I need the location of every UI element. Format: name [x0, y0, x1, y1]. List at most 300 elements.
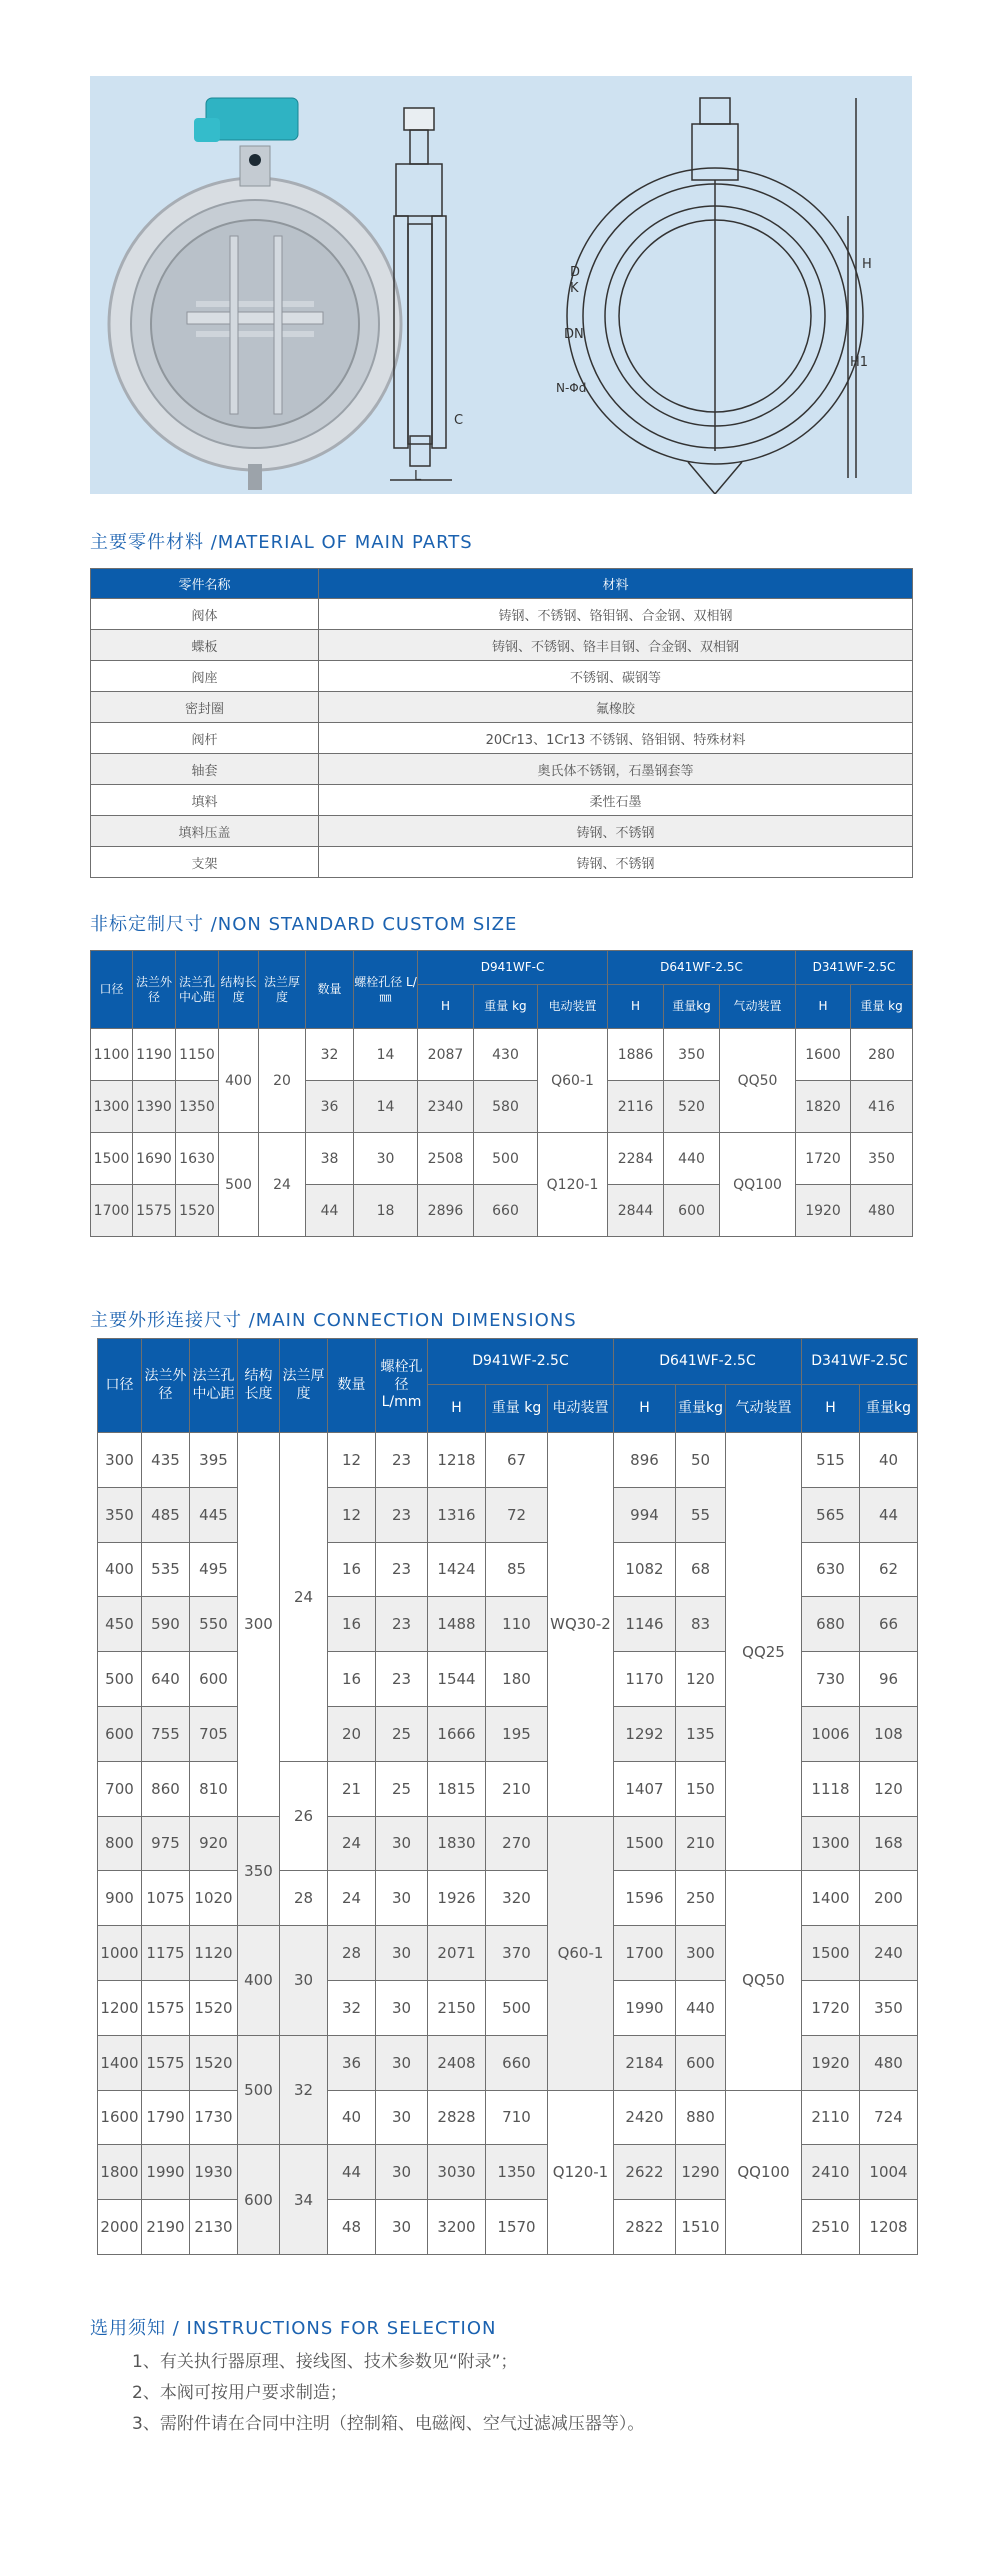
- cell: 2116: [608, 1081, 664, 1133]
- part-name: 阀杆: [91, 723, 319, 754]
- cell: 640: [142, 1652, 190, 1707]
- cell: 1150: [176, 1029, 219, 1081]
- cell: 36: [306, 1081, 354, 1133]
- cell: 880: [676, 2090, 726, 2145]
- cell: QQ25: [726, 1433, 802, 1871]
- cell: 30: [376, 1926, 428, 1981]
- cell: 14: [354, 1029, 418, 1081]
- cell: QQ50: [720, 1029, 796, 1133]
- table-row: [98, 2090, 918, 2145]
- cell: 600: [98, 1706, 142, 1761]
- cell: 83: [676, 1597, 726, 1652]
- part-name: 支架: [91, 847, 319, 878]
- cell: 1208: [860, 2200, 918, 2255]
- dim-label-h: H: [862, 257, 872, 272]
- cell: 14: [354, 1081, 418, 1133]
- col-weight: 重量 kg: [851, 985, 913, 1029]
- cell: 120: [676, 1652, 726, 1707]
- cell: 975: [142, 1816, 190, 1871]
- col-flange-thickness: 法兰厚度: [280, 1339, 328, 1433]
- cell: 300: [238, 1433, 280, 1817]
- cell: 1004: [860, 2145, 918, 2200]
- cell: 1000: [98, 1926, 142, 1981]
- cell: 1006: [802, 1706, 860, 1761]
- cell: 2130: [190, 2200, 238, 2255]
- cell: 96: [860, 1652, 918, 1707]
- cell: 2190: [142, 2200, 190, 2255]
- cell: 23: [376, 1433, 428, 1488]
- col-bolt-circle: 法兰孔中心距: [176, 951, 219, 1029]
- col-pneumatic: 气动装置: [720, 985, 796, 1029]
- cell: 660: [486, 2035, 548, 2090]
- part-name: 填料压盖: [91, 816, 319, 847]
- cell: 250: [676, 1871, 726, 1926]
- cell: 32: [280, 2035, 328, 2145]
- cell: 2150: [428, 1980, 486, 2035]
- dim-label-c: C: [454, 413, 464, 428]
- cell: 1300: [91, 1081, 133, 1133]
- cell: 1292: [614, 1706, 676, 1761]
- cell: 1190: [133, 1029, 176, 1081]
- cell: 2508: [418, 1133, 474, 1185]
- cell: 1075: [142, 1871, 190, 1926]
- cell: 1400: [802, 1871, 860, 1926]
- cell: 1316: [428, 1487, 486, 1542]
- cell: 1830: [428, 1816, 486, 1871]
- cell: 68: [676, 1542, 726, 1597]
- cell: 180: [486, 1652, 548, 1707]
- part-name: 阀座: [91, 661, 319, 692]
- cell: 21: [328, 1761, 376, 1816]
- valve-photo: [109, 98, 401, 490]
- cell: 435: [142, 1433, 190, 1488]
- dim-label-h1: H1: [850, 355, 869, 370]
- cell: 135: [676, 1706, 726, 1761]
- col-pneumatic: 气动装置: [726, 1385, 802, 1433]
- cell: 2184: [614, 2035, 676, 2090]
- cell: 450: [98, 1597, 142, 1652]
- part-material: 铸钢、不锈钢: [319, 847, 913, 878]
- cell: 2087: [418, 1029, 474, 1081]
- cell: 32: [306, 1029, 354, 1081]
- cell: 16: [328, 1597, 376, 1652]
- cell: 28: [280, 1871, 328, 1926]
- cell: 2822: [614, 2200, 676, 2255]
- col-h: H: [614, 1385, 676, 1433]
- part-material: 柔性石墨: [319, 785, 913, 816]
- table-row: [91, 692, 913, 723]
- cell: 1570: [486, 2200, 548, 2255]
- cell: 30: [376, 1871, 428, 1926]
- part-material: 氟橡胶: [319, 692, 913, 723]
- cell: 500: [238, 2035, 280, 2145]
- cell: 1520: [190, 2035, 238, 2090]
- cell: 1350: [176, 1081, 219, 1133]
- dim-label-l: L: [414, 469, 422, 484]
- cell: 3030: [428, 2145, 486, 2200]
- cell: 20: [328, 1706, 376, 1761]
- cell: 730: [802, 1652, 860, 1707]
- col-flange-thickness: 法兰厚度: [259, 951, 306, 1029]
- cell: 1666: [428, 1706, 486, 1761]
- table-row: [91, 847, 913, 878]
- group-d341: D341WF-2.5C: [802, 1339, 918, 1385]
- cell: 30: [376, 2090, 428, 2145]
- cell: 34: [280, 2145, 328, 2255]
- cell: 710: [486, 2090, 548, 2145]
- cell: 67: [486, 1433, 548, 1488]
- cell: 108: [860, 1706, 918, 1761]
- cell: 55: [676, 1487, 726, 1542]
- cell: 26: [280, 1761, 328, 1871]
- cell: 1600: [98, 2090, 142, 2145]
- cell: 810: [190, 1761, 238, 1816]
- cell: 800: [98, 1816, 142, 1871]
- cell: 2622: [614, 2145, 676, 2200]
- cell: 270: [486, 1816, 548, 1871]
- cell: 1520: [176, 1185, 219, 1237]
- cell: 600: [238, 2145, 280, 2255]
- cell: 16: [328, 1652, 376, 1707]
- cell: 1575: [133, 1185, 176, 1237]
- group-d941: D941WF-C: [418, 951, 608, 985]
- part-name: 填料: [91, 785, 319, 816]
- col-dn: 口径: [91, 951, 133, 1029]
- cell: 495: [190, 1542, 238, 1597]
- part-name: 密封圈: [91, 692, 319, 723]
- cell: 1146: [614, 1597, 676, 1652]
- cell: 24: [328, 1816, 376, 1871]
- cell: 2410: [802, 2145, 860, 2200]
- cell: 1488: [428, 1597, 486, 1652]
- cell: 1820: [796, 1081, 851, 1133]
- cell: 30: [376, 1980, 428, 2035]
- cell: 62: [860, 1542, 918, 1597]
- part-material: 奥氏体不锈钢，石墨钢套等: [319, 754, 913, 785]
- cell: 2110: [802, 2090, 860, 2145]
- cell: 994: [614, 1487, 676, 1542]
- cell: 30: [376, 1816, 428, 1871]
- cell: 1500: [614, 1816, 676, 1871]
- col-bolt-hole: 螺栓孔径 L/mm: [376, 1339, 428, 1433]
- instructions-list: [132, 2347, 644, 2440]
- cell: 590: [142, 1597, 190, 1652]
- cell: 1290: [676, 2145, 726, 2200]
- col-flange-od: 法兰外径: [142, 1339, 190, 1433]
- instructions-title: 选用须知 / INSTRUCTIONS FOR SELECTION: [90, 2318, 497, 2339]
- cell: 2408: [428, 2035, 486, 2090]
- part-name: 蝶板: [91, 630, 319, 661]
- group-d941: D941WF-2.5C: [428, 1339, 614, 1385]
- cell: 195: [486, 1706, 548, 1761]
- materials-table: [90, 568, 913, 878]
- materials-header-material: 材料: [319, 569, 913, 599]
- instruction-item: 3、需附件请在合同中注明（控制箱、电磁阀、空气过滤减压器等）。: [132, 2414, 645, 2434]
- part-name: 轴套: [91, 754, 319, 785]
- cell: 23: [376, 1652, 428, 1707]
- cell: 1930: [190, 2145, 238, 2200]
- cell: 200: [860, 1871, 918, 1926]
- cell: Q120-1: [548, 2090, 614, 2254]
- cell: 85: [486, 1542, 548, 1597]
- cell: 500: [219, 1133, 259, 1237]
- cell: 1500: [91, 1133, 133, 1185]
- cell: Q60-1: [538, 1029, 608, 1133]
- valve-front-view: [567, 98, 863, 494]
- cell: 48: [328, 2200, 376, 2255]
- cell: 485: [142, 1487, 190, 1542]
- cell: 1720: [796, 1133, 851, 1185]
- cell: 515: [802, 1433, 860, 1488]
- cell: 30: [376, 2035, 428, 2090]
- cell: 1700: [614, 1926, 676, 1981]
- cell: 2071: [428, 1926, 486, 1981]
- cell: 1630: [176, 1133, 219, 1185]
- cell: 24: [280, 1433, 328, 1762]
- cell: 1300: [802, 1816, 860, 1871]
- cell: 2844: [608, 1185, 664, 1237]
- cell: WQ30-2: [548, 1433, 614, 1817]
- cell: 1407: [614, 1761, 676, 1816]
- cell: 1500: [802, 1926, 860, 1981]
- cell: 18: [354, 1185, 418, 1237]
- cell: 210: [676, 1816, 726, 1871]
- cell: 1218: [428, 1433, 486, 1488]
- cell: 1082: [614, 1542, 676, 1597]
- col-electric: 电动装置: [548, 1385, 614, 1433]
- cell: 1020: [190, 1871, 238, 1926]
- cell: 40: [328, 2090, 376, 2145]
- table-row: [91, 754, 913, 785]
- cell: 1690: [133, 1133, 176, 1185]
- cell: 1118: [802, 1761, 860, 1816]
- col-bolt-hole: 螺栓孔径 L/㎜: [354, 951, 418, 1029]
- cell: 480: [851, 1185, 913, 1237]
- cell: 480: [860, 2035, 918, 2090]
- col-length: 结构长度: [219, 951, 259, 1029]
- instruction-item: 2、本阀可按用户要求制造；: [132, 2383, 347, 2403]
- cell: 120: [860, 1761, 918, 1816]
- cell: 28: [328, 1926, 376, 1981]
- valve-drawing: [90, 76, 912, 494]
- cell: 1920: [796, 1185, 851, 1237]
- col-count: 数量: [306, 951, 354, 1029]
- cell: 1926: [428, 1871, 486, 1926]
- custom-size-table: [90, 950, 913, 1237]
- main-dims-table: [97, 1338, 918, 2255]
- cell: 1596: [614, 1871, 676, 1926]
- cell: 680: [802, 1597, 860, 1652]
- cell: 1100: [91, 1029, 133, 1081]
- cell: 600: [664, 1185, 720, 1237]
- cell: 44: [306, 1185, 354, 1237]
- main-dims-title: 主要外形连接尺寸 /MAIN CONNECTION DIMENSIONS: [90, 1310, 577, 1331]
- cell: 416: [851, 1081, 913, 1133]
- cell: 350: [98, 1487, 142, 1542]
- table-row: [91, 785, 913, 816]
- cell: 700: [98, 1761, 142, 1816]
- cell: 1700: [91, 1185, 133, 1237]
- part-material: 不锈钢、碳钢等: [319, 661, 913, 692]
- cell: 600: [190, 1652, 238, 1707]
- cell: 500: [474, 1133, 538, 1185]
- cell: 440: [664, 1133, 720, 1185]
- col-weight: 重量 kg: [474, 985, 538, 1029]
- dim-label-dn: DN: [564, 327, 584, 342]
- cell: 110: [486, 1597, 548, 1652]
- cell: 565: [802, 1487, 860, 1542]
- cell: 395: [190, 1433, 238, 1488]
- cell: 30: [376, 2200, 428, 2255]
- cell: 1424: [428, 1542, 486, 1597]
- materials-title: 主要零件材料 /MATERIAL OF MAIN PARTS: [90, 532, 473, 553]
- col-dn: 口径: [98, 1339, 142, 1433]
- cell: 1920: [802, 2035, 860, 2090]
- cell: 36: [328, 2035, 376, 2090]
- cell: 350: [238, 1816, 280, 1926]
- cell: 3200: [428, 2200, 486, 2255]
- cell: 600: [676, 2035, 726, 2090]
- cell: 1175: [142, 1926, 190, 1981]
- cell: 705: [190, 1706, 238, 1761]
- col-h: H: [802, 1385, 860, 1433]
- cell: 300: [676, 1926, 726, 1981]
- cell: 1575: [142, 1980, 190, 2035]
- cell: Q60-1: [548, 1816, 614, 2090]
- cell: 1990: [142, 2145, 190, 2200]
- cell: 1520: [190, 1980, 238, 2035]
- cell: 1390: [133, 1081, 176, 1133]
- cell: 300: [98, 1433, 142, 1488]
- cell: 400: [238, 1926, 280, 2036]
- col-weight: 重量 kg: [486, 1385, 548, 1433]
- cell: 30: [354, 1133, 418, 1185]
- cell: 2510: [802, 2200, 860, 2255]
- cell: 350: [860, 1980, 918, 2035]
- cell: 2284: [608, 1133, 664, 1185]
- cell: QQ100: [726, 2090, 802, 2254]
- cell: 30: [376, 2145, 428, 2200]
- cell: 500: [98, 1652, 142, 1707]
- cell: 1544: [428, 1652, 486, 1707]
- cell: 210: [486, 1761, 548, 1816]
- cell: 630: [802, 1542, 860, 1597]
- col-h: H: [608, 985, 664, 1029]
- cell: 896: [614, 1433, 676, 1488]
- cell: 280: [851, 1029, 913, 1081]
- cell: QQ50: [726, 1871, 802, 2090]
- cell: 16: [328, 1542, 376, 1597]
- materials-header-part: 零件名称: [91, 569, 319, 599]
- cell: 66: [860, 1597, 918, 1652]
- cell: 1575: [142, 2035, 190, 2090]
- table-row: [98, 1433, 918, 1488]
- cell: 24: [328, 1871, 376, 1926]
- part-material: 铸钢、不锈钢、铬丰目钢、合金钢、双相钢: [319, 630, 913, 661]
- cell: 550: [190, 1597, 238, 1652]
- cell: 1800: [98, 2145, 142, 2200]
- cell: 1350: [486, 2145, 548, 2200]
- cell: 2828: [428, 2090, 486, 2145]
- cell: 1120: [190, 1926, 238, 1981]
- col-h: H: [418, 985, 474, 1029]
- custom-size-title: 非标定制尺寸 /NON STANDARD CUSTOM SIZE: [90, 914, 518, 935]
- cell: 430: [474, 1029, 538, 1081]
- cell: 660: [474, 1185, 538, 1237]
- table-row: [91, 599, 913, 630]
- table-row: [98, 1871, 918, 1926]
- cell: 400: [98, 1542, 142, 1597]
- col-flange-od: 法兰外径: [133, 951, 176, 1029]
- cell: 168: [860, 1816, 918, 1871]
- cell: 2000: [98, 2200, 142, 2255]
- cell: 500: [486, 1980, 548, 2035]
- cell: 1720: [802, 1980, 860, 2035]
- cell: 900: [98, 1871, 142, 1926]
- col-weight: 重量kg: [860, 1385, 918, 1433]
- cell: 44: [328, 2145, 376, 2200]
- cell: 12: [328, 1433, 376, 1488]
- col-electric: 电动装置: [538, 985, 608, 1029]
- instruction-item: 1、有关执行器原理、接线图、技术参数见“附录”；: [132, 2352, 518, 2372]
- col-weight: 重量kg: [664, 985, 720, 1029]
- table-row: [91, 723, 913, 754]
- dim-label-n-phi: N-Φd: [556, 381, 587, 395]
- cell: 580: [474, 1081, 538, 1133]
- cell: 1400: [98, 2035, 142, 2090]
- col-bolt-circle: 法兰孔中心距: [190, 1339, 238, 1433]
- cell: 440: [676, 1980, 726, 2035]
- cell: 1815: [428, 1761, 486, 1816]
- col-count: 数量: [328, 1339, 376, 1433]
- col-weight: 重量kg: [676, 1385, 726, 1433]
- dim-label-d: D: [570, 265, 581, 280]
- cell: 32: [328, 1980, 376, 2035]
- dim-label-k: K: [570, 281, 579, 296]
- cell: 320: [486, 1871, 548, 1926]
- cell: 72: [486, 1487, 548, 1542]
- cell: 23: [376, 1487, 428, 1542]
- product-figure: [90, 76, 912, 494]
- table-row: [91, 816, 913, 847]
- cell: 724: [860, 2090, 918, 2145]
- cell: 535: [142, 1542, 190, 1597]
- cell: 24: [259, 1133, 306, 1237]
- table-row: [91, 630, 913, 661]
- col-h: H: [428, 1385, 486, 1433]
- cell: Q120-1: [538, 1133, 608, 1237]
- cell: 1886: [608, 1029, 664, 1081]
- cell: 755: [142, 1706, 190, 1761]
- part-material: 铸钢、不锈钢: [319, 816, 913, 847]
- cell: 1990: [614, 1980, 676, 2035]
- cell: 1600: [796, 1029, 851, 1081]
- group-d341: D341WF-2.5C: [796, 951, 913, 985]
- cell: 23: [376, 1597, 428, 1652]
- table-row: [91, 1029, 913, 1081]
- cell: 240: [860, 1926, 918, 1981]
- cell: 30: [280, 1926, 328, 2036]
- cell: 920: [190, 1816, 238, 1871]
- cell: 350: [664, 1029, 720, 1081]
- cell: 20: [259, 1029, 306, 1133]
- cell: 25: [376, 1761, 428, 1816]
- group-d641: D641WF-2.5C: [608, 951, 796, 985]
- cell: 23: [376, 1542, 428, 1597]
- cell: 400: [219, 1029, 259, 1133]
- col-length: 结构长度: [238, 1339, 280, 1433]
- cell: 2896: [418, 1185, 474, 1237]
